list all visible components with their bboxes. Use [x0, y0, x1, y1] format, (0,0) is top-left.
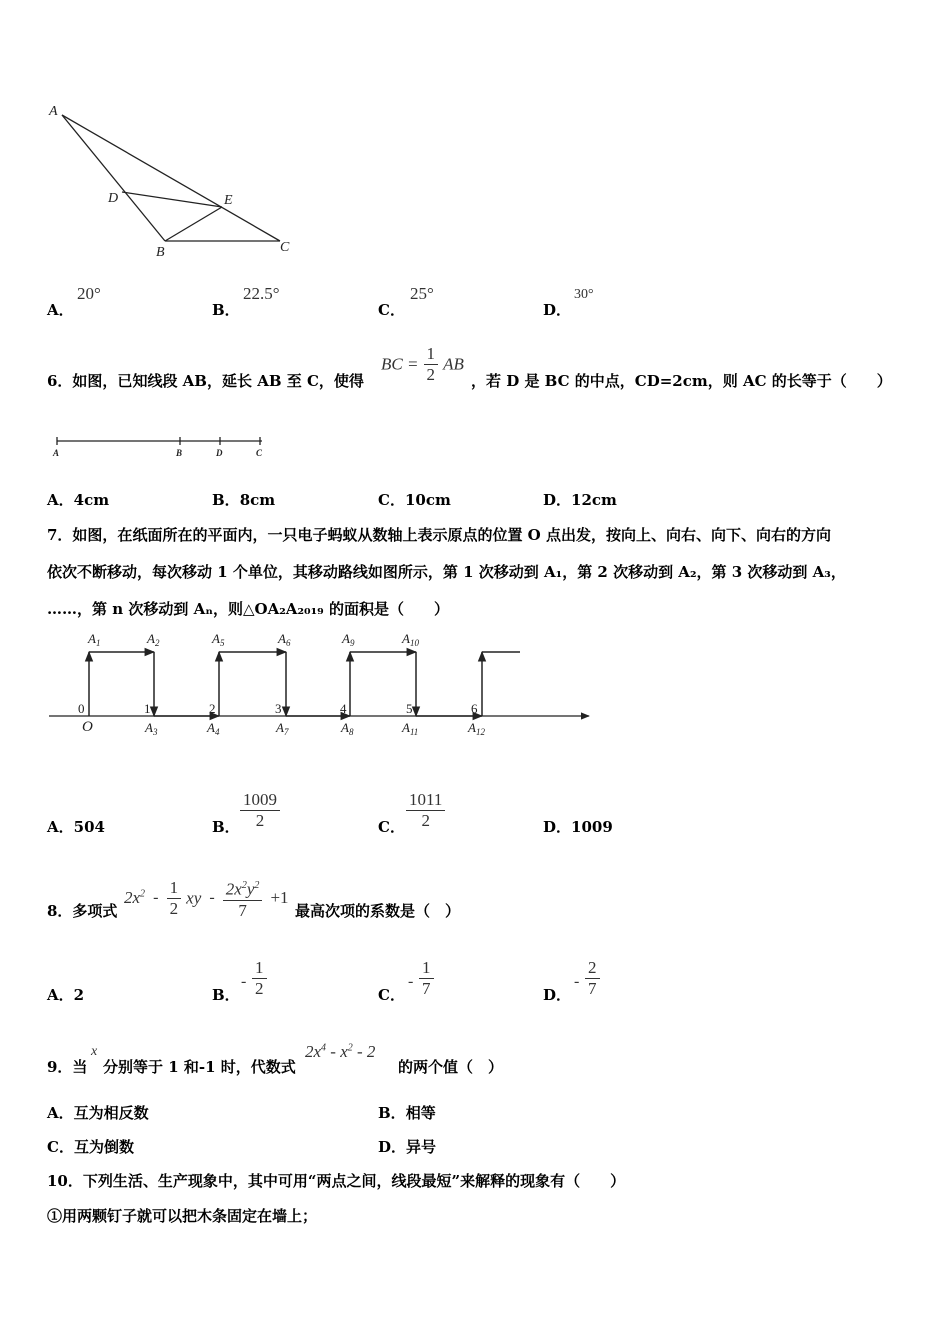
- subscript: 10: [409, 638, 419, 648]
- q5-option-a-value: 20°: [77, 284, 101, 303]
- q6-option-c: [378, 489, 451, 510]
- q8-term-1: [124, 888, 145, 907]
- q8-minus-2: -: [209, 889, 215, 907]
- option-letter: D．: [543, 818, 572, 836]
- q6-formula: [381, 344, 464, 385]
- q8-prefix: 8．多项式: [47, 902, 118, 920]
- fraction-denominator: 2: [255, 979, 264, 998]
- q10-item-1: ①用两颗钉子就可以把木条固定在墙上；: [47, 1207, 318, 1225]
- term-text: 2x: [225, 879, 242, 899]
- q9-suffix: 的两个值（ ）: [398, 1058, 504, 1076]
- fraction-numerator: 1: [167, 878, 182, 899]
- fraction-denominator: 2: [255, 811, 265, 830]
- exponent: 2: [241, 880, 247, 891]
- subscript: 11: [409, 727, 419, 737]
- q6-option-d: [543, 489, 617, 510]
- segment-figure: [50, 432, 270, 462]
- subscript: 1: [95, 638, 101, 648]
- vertex-label-c: C: [280, 240, 290, 255]
- option-value: 异号: [406, 1138, 437, 1156]
- term-text: 2x: [124, 888, 141, 908]
- q8-plus-one: +1: [270, 888, 289, 908]
- option-letter: D．: [378, 1138, 407, 1156]
- segment-label-b: B: [176, 448, 183, 458]
- q9-variable: x: [91, 1044, 98, 1059]
- subscript: 3: [152, 727, 158, 737]
- term-text: y: [246, 879, 255, 899]
- subscript: 6: [285, 638, 291, 648]
- option-letter: A．: [47, 818, 74, 836]
- origin-label: O: [82, 719, 93, 735]
- option-letter: C．: [378, 301, 405, 319]
- label-a10: $A_{10}$: [402, 631, 419, 648]
- q7-option-c-letter: C．: [378, 818, 405, 836]
- q8-fraction-2: [223, 876, 263, 921]
- option-value: 互为相反数: [73, 1104, 149, 1122]
- segment-label-a: A: [53, 448, 60, 458]
- tick-4: 4: [340, 701, 347, 716]
- vertex-label-a: A: [49, 104, 58, 119]
- option-value: 1009: [571, 818, 613, 836]
- q8-option-d-letter: D．: [543, 986, 572, 1004]
- q7-option-c-fraction: [406, 790, 445, 831]
- option-value: 504: [73, 818, 105, 836]
- q7-line-2: 依次不断移动，每次移动 1 个单位，其移动路线如图所示，第 1 次移动到 A₁，第 2 次移动到 A₂，第 3 次移动到 A₃，: [47, 563, 846, 581]
- q5-option-c-value: 25°: [410, 284, 434, 303]
- option-letter: A．: [47, 491, 74, 509]
- option-letter: C．: [378, 491, 405, 509]
- tick-5: 5: [406, 701, 413, 716]
- tick-3: 3: [275, 701, 282, 716]
- q6-formula-rhs: AB: [443, 354, 464, 374]
- subscript: 12: [475, 727, 485, 737]
- option-letter: A．: [47, 1104, 74, 1122]
- q8-option-b-fraction: [252, 958, 267, 999]
- vertex-label-b: B: [156, 245, 165, 260]
- exponent: 4: [321, 1042, 327, 1054]
- option-value: 8cm: [239, 491, 276, 509]
- label-a6: $A_6$: [278, 631, 291, 648]
- q6-text-before: 6．如图，已知线段 AB，延长 AB 至 C，使得: [47, 372, 364, 390]
- tick-0: 0: [78, 701, 85, 716]
- exponent: 2: [347, 1042, 353, 1054]
- q7-option-a: [47, 816, 105, 837]
- option-letter: B．: [212, 491, 240, 509]
- option-value: 10cm: [404, 491, 451, 509]
- q8-option-c-fraction: [419, 958, 434, 999]
- label-a1: $A_1$: [88, 631, 101, 648]
- q9-middle: 分别等于 1 和-1 时，代数式: [103, 1058, 296, 1076]
- term-text: - x: [326, 1042, 348, 1061]
- fraction-numerator: 2: [585, 958, 600, 979]
- q9-expression: [305, 1042, 375, 1062]
- option-value: 12cm: [571, 491, 617, 509]
- q5-option-c: [378, 299, 405, 320]
- segment-label-d: D: [216, 448, 223, 458]
- fraction-numerator: 1: [424, 344, 439, 365]
- q9-option-a: [47, 1102, 149, 1123]
- label-a3: $A_3$: [145, 720, 158, 737]
- q5-option-d: [543, 299, 571, 320]
- subscript: 7: [283, 727, 289, 737]
- label-a7: $A_7$: [276, 720, 289, 737]
- fraction-denominator: 7: [422, 979, 431, 998]
- option-letter: D．: [543, 301, 572, 319]
- q6-text-after: ，若 D 是 BC 的中点，CD=2cm，则 AC 的长等于（ ）: [471, 372, 892, 390]
- fraction-numerator: 1: [419, 958, 434, 979]
- q5-option-b: [212, 299, 240, 320]
- q5-option-d-value: 30°: [574, 287, 594, 302]
- subscript: 4: [214, 727, 220, 737]
- option-letter: A．: [47, 986, 74, 1004]
- q5-option-a: [47, 299, 74, 320]
- q10-text: 10．下列生活、生产现象中，其中可用“两点之间，线段最短”来解释的现象有（ ）: [47, 1172, 626, 1190]
- q9-option-c: [47, 1136, 134, 1157]
- fraction-numerator: 1: [252, 958, 267, 979]
- tick-6: 6: [471, 701, 478, 716]
- fraction-denominator: 2: [169, 898, 179, 918]
- option-letter: D．: [543, 491, 572, 509]
- tick-1: 1: [144, 701, 151, 716]
- q9-option-b: [378, 1102, 436, 1123]
- q8-minus-1: -: [153, 889, 159, 907]
- option-letter: B．: [212, 301, 240, 319]
- q8-fraction-1: [167, 878, 182, 919]
- fraction-numerator: 1011: [406, 790, 445, 811]
- tick-2: 2: [209, 701, 216, 716]
- option-letter: C．: [47, 1138, 74, 1156]
- term-text: - 2: [352, 1042, 376, 1061]
- exponent: 2: [140, 888, 146, 900]
- option-value: 4cm: [73, 491, 110, 509]
- label-a11: $A_{11}$: [402, 720, 419, 737]
- exponent: 2: [254, 880, 260, 891]
- label-a8: $A_8$: [341, 720, 354, 737]
- subscript: 2: [154, 638, 160, 648]
- q8-option-c-sign: -: [408, 973, 414, 990]
- option-value: 相等: [405, 1104, 436, 1122]
- q6-option-b: [212, 489, 275, 510]
- option-value: 2: [73, 986, 85, 1004]
- q8-option-d-sign: -: [574, 973, 580, 990]
- vertex-label-d: D: [108, 191, 119, 206]
- label-a4: $A_4$: [207, 720, 220, 737]
- q8-option-b-sign: -: [241, 973, 247, 990]
- label-a5: $A_5$: [212, 631, 225, 648]
- q8-option-c-letter: C．: [378, 986, 405, 1004]
- q8-option-b-letter: B．: [212, 986, 240, 1004]
- subscript: 8: [348, 727, 354, 737]
- q8-suffix: 最高次项的系数是（ ）: [295, 902, 461, 920]
- option-letter: A．: [47, 301, 74, 319]
- fraction-denominator: 7: [588, 979, 597, 998]
- fraction-denominator: 7: [238, 900, 247, 920]
- label-a2: $A_2$: [147, 631, 160, 648]
- q7-line-3: ……，第 n 次移动到 Aₙ，则△OA₂A₂₀₁₉ 的面积是（ ）: [47, 600, 449, 618]
- q8-option-d-fraction: [585, 958, 600, 999]
- q8-term-2: xy: [186, 888, 202, 908]
- term-text: 2x: [305, 1042, 322, 1061]
- q9-option-d: [378, 1136, 436, 1157]
- q6-formula-lhs: BC =: [381, 354, 419, 374]
- q7-option-b-fraction: [240, 790, 280, 831]
- option-value: 互为倒数: [73, 1138, 134, 1156]
- fraction-numerator: 1009: [240, 790, 280, 811]
- subscript: 9: [349, 638, 355, 648]
- label-a9: $A_9$: [342, 631, 355, 648]
- q8-option-a: [47, 984, 84, 1005]
- q6-option-a: [47, 489, 109, 510]
- q6-formula-fraction: [424, 344, 439, 385]
- q8-polynomial: [124, 876, 289, 921]
- segment-label-c: C: [256, 448, 263, 458]
- q5-option-b-value: 22.5°: [243, 284, 280, 303]
- q7-line-1: 7．如图，在纸面所在的平面内，一只电子蚂蚁从数轴上表示原点的位置 O 点出发，按向上、向右、向下、向右的方向: [47, 526, 831, 544]
- q7-option-b-letter: B．: [212, 818, 240, 836]
- ant-path-figure: [44, 624, 604, 744]
- q7-option-d: [543, 816, 613, 837]
- option-letter: B．: [378, 1104, 406, 1122]
- fraction-numerator: [223, 876, 263, 901]
- subscript: 5: [219, 638, 225, 648]
- label-a12: $A_{12}$: [468, 720, 485, 737]
- triangle-figure: [40, 95, 310, 265]
- fraction-denominator: 2: [421, 811, 430, 830]
- q9-prefix: 9．当: [47, 1058, 88, 1076]
- vertex-label-e: E: [224, 193, 233, 208]
- fraction-denominator: 2: [426, 365, 436, 384]
